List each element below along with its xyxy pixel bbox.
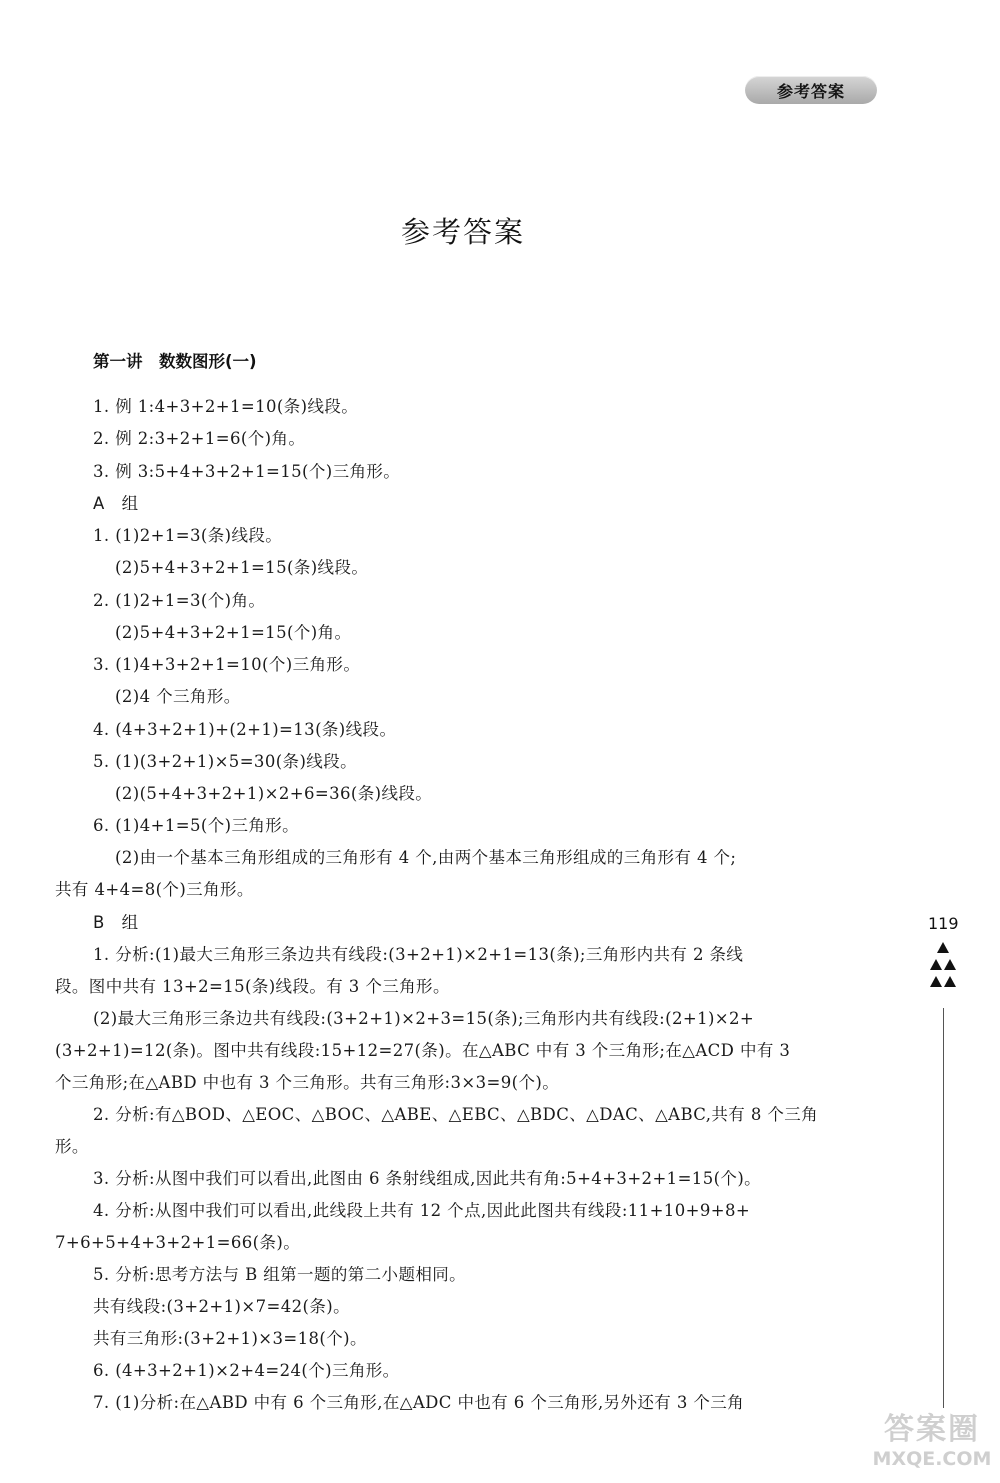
answer-line: 5. 分析:思考方法与 B 组第一题的第二小题相同。 xyxy=(93,1265,467,1284)
section-title: 第一讲 数数图形(一) xyxy=(93,352,257,371)
page-title: 参考答案 xyxy=(400,215,525,249)
triangle-icon xyxy=(930,959,942,970)
answer-line: 1. 例 1:4+3+2+1=10(条)线段。 xyxy=(93,397,359,416)
answer-line: 共有 4+4=8(个)三角形。 xyxy=(55,880,254,899)
answer-line: 3. (1)4+3+2+1=10(个)三角形。 xyxy=(93,655,361,674)
answer-line: 7+6+5+4+3+2+1=66(条)。 xyxy=(55,1233,301,1252)
page-number: 119 xyxy=(928,914,959,933)
answer-line: 共有线段:(3+2+1)×7=42(条)。 xyxy=(93,1297,350,1316)
watermark-main: 答案圈 xyxy=(884,1412,980,1447)
answer-line: 形。 xyxy=(55,1137,89,1156)
answer-line: 2. (1)2+1=3(个)角。 xyxy=(93,591,266,610)
answer-line: 2. 例 2:3+2+1=6(个)角。 xyxy=(93,429,306,448)
answer-line: (2)(5+4+3+2+1)×2+6=36(条)线段。 xyxy=(115,784,433,803)
triangle-icon xyxy=(937,942,949,953)
watermark xyxy=(872,1412,992,1472)
answer-line: 6. (4+3+2+1)×2+4=24(个)三角形。 xyxy=(93,1361,400,1380)
answer-line: (2)5+4+3+2+1=15(个)角。 xyxy=(115,623,352,642)
watermark-sub: MXQE.COM xyxy=(872,1448,992,1470)
side-rule xyxy=(943,1008,944,1408)
answer-line: (2)由一个基本三角形组成的三角形有 4 个,由两个基本三角形组成的三角形有 4 个; xyxy=(115,848,737,867)
header-badge xyxy=(745,76,877,104)
answer-line: 共有三角形:(3+2+1)×3=18(个)。 xyxy=(93,1329,367,1348)
answer-line: 4. (4+3+2+1)+(2+1)=13(条)线段。 xyxy=(93,720,397,739)
answer-line: 1. 分析:(1)最大三角形三条边共有线段:(3+2+1)×2+1=13(条);三角形内共有 2 条线 xyxy=(93,945,744,964)
triangle-icon xyxy=(944,976,956,987)
answer-line: 2. 分析:有△BOD、△EOC、△BOC、△ABE、△EBC、△BDC、△DAC、△ABC,共有 8 个三角 xyxy=(93,1105,819,1124)
answer-line: (3+2+1)=12(条)。图中共有线段:15+12=27(条)。在△ABC 中有 3 个三角形;在△ACD 中有 3 xyxy=(55,1041,791,1060)
answer-line: 5. (1)(3+2+1)×5=30(条)线段。 xyxy=(93,752,357,771)
answer-line: 7. (1)分析:在△ABD 中有 6 个三角形,在△ADC 中也有 6 个三角形,另外还有 3 个三角 xyxy=(93,1393,745,1412)
triangle-icon xyxy=(944,959,956,970)
answer-line: 6. (1)4+1=5(个)三角形。 xyxy=(93,816,300,835)
answer-line: (2)5+4+3+2+1=15(条)线段。 xyxy=(115,558,369,577)
answer-line: 3. 分析:从图中我们可以看出,此图由 6 条射线组成,因此共有角:5+4+3+2+1=15(个)。 xyxy=(93,1169,762,1188)
answer-line: 个三角形;在△ABD 中也有 3 个三角形。共有三角形:3×3=9(个)。 xyxy=(55,1073,560,1092)
header-badge-label: 参考答案 xyxy=(776,81,845,101)
answer-line: 段。图中共有 13+2=15(条)线段。有 3 个三角形。 xyxy=(55,977,450,996)
group-label: B 组 xyxy=(93,913,139,932)
answer-line: 1. (1)2+1=3(条)线段。 xyxy=(93,526,283,545)
answer-line: (2)4 个三角形。 xyxy=(115,687,241,706)
triangle-icon xyxy=(930,976,942,987)
answer-line: 3. 例 3:5+4+3+2+1=15(个)三角形。 xyxy=(93,462,401,481)
group-label: A 组 xyxy=(93,494,139,513)
answer-line: 4. 分析:从图中我们可以看出,此线段上共有 12 个点,因此此图共有线段:11+10+9+8+ xyxy=(93,1201,751,1220)
answer-line: (2)最大三角形三条边共有线段:(3+2+1)×2+3=15(条);三角形内共有线段:(2+1)×2+ xyxy=(93,1009,755,1028)
